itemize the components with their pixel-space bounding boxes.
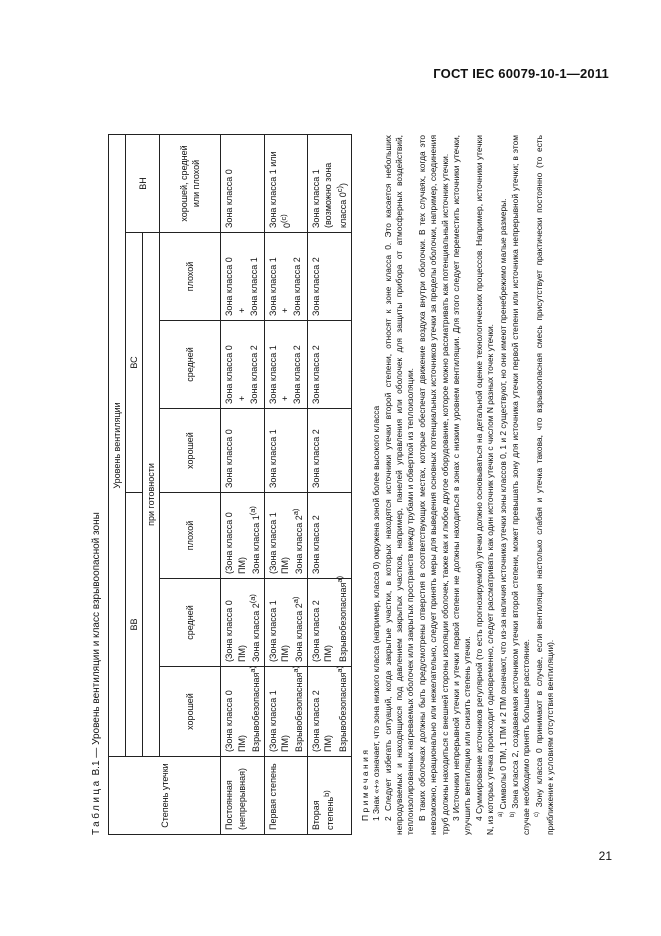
cell-vv-fair: (Зона класса 2 ПМ) Взрывобезопасная$^{а)}$ — [308, 579, 351, 667]
header-vs-fair: средней — [160, 321, 221, 409]
header-ventilation-level: Уровень вентиляции — [109, 134, 126, 756]
header-group-vn: ВН — [126, 134, 160, 232]
cell-vs-good: Зона класса 0 — [221, 409, 264, 493]
cell-vn: Зона класса 1 или $0^{(с)}$ — [264, 134, 307, 232]
note-item: В таких оболочках должны быть предусмотрены отверстия в соответствующих местах, которые обеспечат движение воздуха внутри оболочки. В тех случаях, когда это невозможно, нерационально или нежелательно, следует принять меры для выведения основных потенциальных источников утечки за пределы оболочки, например, соединения труб должны находиться с внешней стороны изоляции оболочек, также как и любое другое оборудование, которое можно рассматривать как потенциальный источник утечки. — [416, 135, 450, 835]
header-degree: Степень утечки — [109, 757, 221, 835]
notes-title: Примечания — [359, 747, 370, 821]
header-vs-good: хорошей — [160, 409, 221, 493]
cell-vs-fair: Зона класса 1 + Зона класса 2 — [264, 321, 307, 409]
footnote: $^{с)}$ Зону класса 0 принимают в случае, если вентиляция настолько слабая и утечка такова, что взрывоопасная смесь присутствует практически постоянно (то есть приближение к условиям отсутствия вентиляции). — [533, 135, 555, 835]
note-item: 3 Источники непрерывной утечки и утечки первой степени не должны находиться в зонах с низким уровнем вентиляции. Для этого следует переместить источники утечки, улучшить вентиляцию или снизить степень утечки. — [451, 135, 473, 835]
cell-vn: Зона класса 0 — [221, 134, 264, 232]
cell-vv-fair: (Зона класса 0 ПМ) Зона класса $2^{(а)}$ — [221, 579, 264, 667]
ventilation-zone-table — [108, 134, 352, 835]
cell-vv-good: (Зона класса 0 ПМ) Взрывобезопасная$^{а)}$ — [221, 667, 264, 757]
table-caption — [90, 99, 104, 835]
cell-vs-good: Зона класса 1 — [264, 409, 307, 493]
table-notes — [360, 135, 557, 835]
rotated-table-section — [90, 99, 570, 835]
footnote: $^{b)}$ Зона класса 2, создаваемая источником утечки второй степени, может превышать зону для источника утечки первой степени или источника непрерывной утечки; в этом случае необходимо принять большее расстояние. — [509, 135, 532, 835]
header-availability: при готовности — [143, 233, 160, 757]
cell-vs-poor: Зона класса 1 + Зона класса 2 — [264, 233, 307, 321]
cell-vv-fair: (Зона класса 1 ПМ) Зона класса $2^{а)}$ — [264, 579, 307, 667]
cell-vv-poor: Зона класса 2 — [308, 493, 351, 579]
page-number: 21 — [598, 849, 612, 863]
note-item: 4 Суммирование источников регулярной (то есть прогнозируемой) утечки должно основываться на детальной оценке технологических процессов. Например, источники утечки N, из которых утечка происходит одновременно, следует рассматривать как один источник утечки с числом N разных точек утечки. — [473, 135, 496, 835]
cell-vs-poor: Зона класса 2 — [308, 233, 351, 321]
cell-vv-good: (Зона класса 1 ПМ) Взрывобезопасная$^{а)}$ — [264, 667, 307, 757]
cell-vv-poor: (Зона класса 1 ПМ) Зона класса $2^{а)}$ — [264, 493, 307, 579]
cell-vs-fair: Зона класса 2 — [308, 321, 351, 409]
cell-vv-good: (Зона класса 2 ПМ) Взрывобезопасная$^{а)}$ — [308, 667, 351, 757]
header-vv-good: хорошей — [160, 667, 221, 757]
cell-vs-fair: Зона класса 0 + Зона класса 2 — [221, 321, 264, 409]
footnote: $^{а)}$ Символы 0 ПМ, 1 ПМ и 2 ПМ означают, что из-за наличия источника утечки зоны классов 0, 1 и 2 существуют, но они имеют пренебрежимо малые размеры. — [497, 198, 508, 817]
header-group-vv: ВВ — [126, 493, 143, 757]
note-item: 1 Знак «+» означает, что зона низкого класса (например, класса 0) окружена зоной более высокого класса — [371, 405, 382, 821]
degree-second: Вторая степень$^{b)}$ — [308, 757, 351, 835]
degree-first: Первая степень — [264, 757, 307, 835]
header-group-vs: ВС — [126, 233, 143, 493]
header-vv-fair: средней — [160, 579, 221, 667]
cell-vn: Зона класса 1 (возможно зона класса $0^{с)}$) — [308, 134, 351, 232]
standard-header: ГОСТ IEC 60079-10-1—2011 — [433, 66, 609, 81]
table-row — [308, 134, 351, 834]
header-vn-any: хорошей, средней или плохой — [160, 134, 221, 232]
header-vs-poor: плохой — [160, 233, 221, 321]
degree-continuous: Постоянная (непрерывная) — [221, 757, 264, 835]
header-vv-poor: плохой — [160, 493, 221, 579]
note-item: 2 Следует избегать ситуаций, когда закрытые участки, в которых находятся источники утечки второй степени, относят к зоне класса 0. Это касается небольших непродуваемых и находящихся под давлением закрытых участков, например, панелей управления или оболочек для защиты прибора от атмосферных воздействий, теплоизолированных нагреваемых оболочек или закрытых пространств между трубами и обверткой из теплоизоляции. — [382, 135, 416, 835]
cell-vs-good: Зона класса 2 — [308, 409, 351, 493]
table-row — [264, 134, 307, 834]
cell-vv-poor: (Зона класса 0 ПМ) Зона класса $1^{(а)}$ — [221, 493, 264, 579]
table-row — [221, 134, 264, 834]
caption-label: Таблица — [91, 778, 102, 835]
cell-vs-poor: Зона класса 0 + Зона класса 1 — [221, 233, 264, 321]
caption-text: В.1 — Уровень вентиляции и класс взрывоопасной зоны — [91, 512, 102, 776]
